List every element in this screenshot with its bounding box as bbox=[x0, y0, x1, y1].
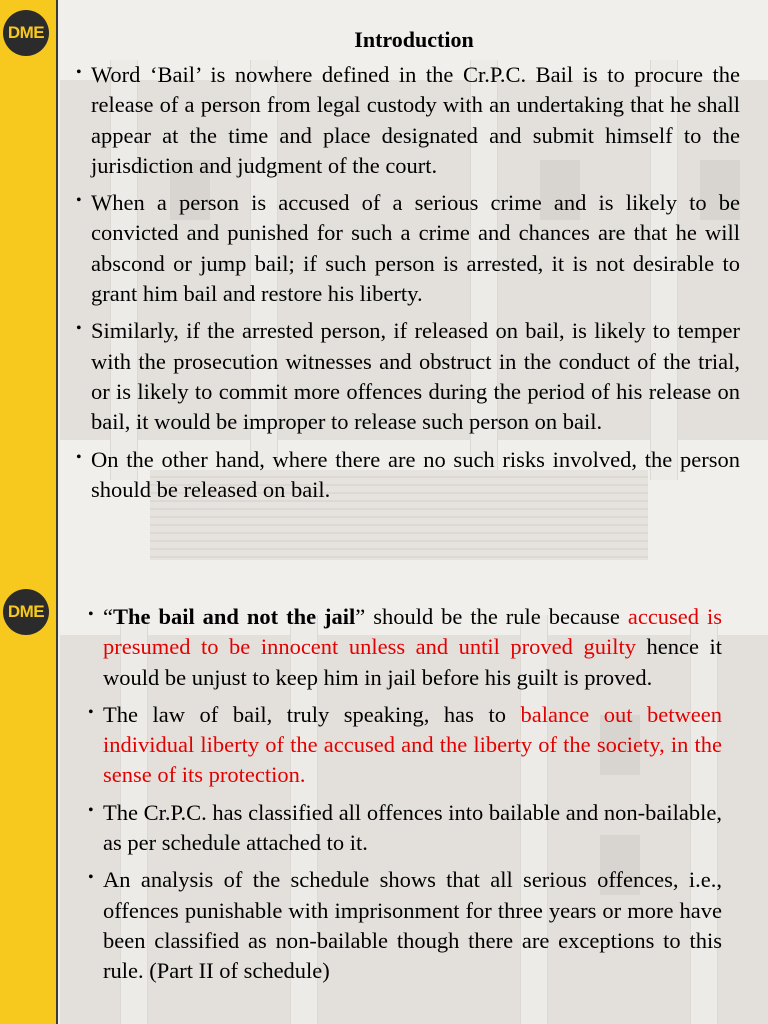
dme-logo: DME bbox=[3, 589, 49, 635]
bullet-item: • Similarly, if the arrested person, if released on bail, is likely to temper with the prosecution witnesses and obstruct in the conduct of the trial, or is likely to commit more offences during the period of his release on bail, it would be improper to release such person on bail. bbox=[76, 316, 740, 437]
dme-logo: DME bbox=[3, 10, 49, 56]
highlight-text: balance out between individual liberty of the accused and the liberty of the society, in the sense of its protection. bbox=[103, 701, 722, 788]
slide-bail-rule bbox=[0, 575, 768, 1024]
bullet-item: • An analysis of the schedule shows that all serious offences, i.e., offences punishable with imprisonment for three years or more have been classified as non-bailable though there are exceptions to this rule. (Part II of schedule) bbox=[88, 865, 722, 986]
open-quote: “ bbox=[103, 604, 113, 629]
brand-sidebar bbox=[0, 0, 58, 575]
bullet-item: • When a person is accused of a serious crime and is likely to be convicted and punished for such a crime and chances are that he will abscond or jump bail; if such person is arrested, it is not desirable to grant him bail and restore his liberty. bbox=[76, 188, 740, 309]
close-quote: ” bbox=[355, 604, 366, 629]
bullet-item: • Word ‘Bail’ is nowhere defined in the Cr.P.C. Bail is to procure the release of a person from legal custody with an undertaking that he shall appear at the time and place designated and submit himself to the jurisdiction and judgment of the court. bbox=[76, 60, 740, 181]
bullet-item bbox=[88, 602, 722, 693]
bold-phrase: The bail and not the jail bbox=[113, 604, 356, 629]
bullet-item bbox=[88, 700, 722, 791]
slide-body bbox=[76, 60, 740, 512]
slide-body bbox=[88, 602, 722, 994]
bullet-item: • On the other hand, where there are no such risks involved, the person should be released on bail. bbox=[76, 445, 740, 506]
highlight-text: accused is presumed to be innocent unless and until proved guilty bbox=[103, 604, 722, 660]
bullet-item: • The Cr.P.C. has classified all offences into bailable and non-bailable, as per schedule attached to it. bbox=[88, 798, 722, 859]
brand-sidebar bbox=[0, 575, 58, 1024]
bullet-text: hence it would be unjust to keep him in jail before his guilt is proved. bbox=[103, 634, 722, 690]
slide-title: Introduction bbox=[354, 27, 474, 52]
bullet-text: should be the rule because bbox=[365, 604, 628, 629]
bullet-text: The law of bail, truly speaking, has to bbox=[103, 701, 521, 727]
